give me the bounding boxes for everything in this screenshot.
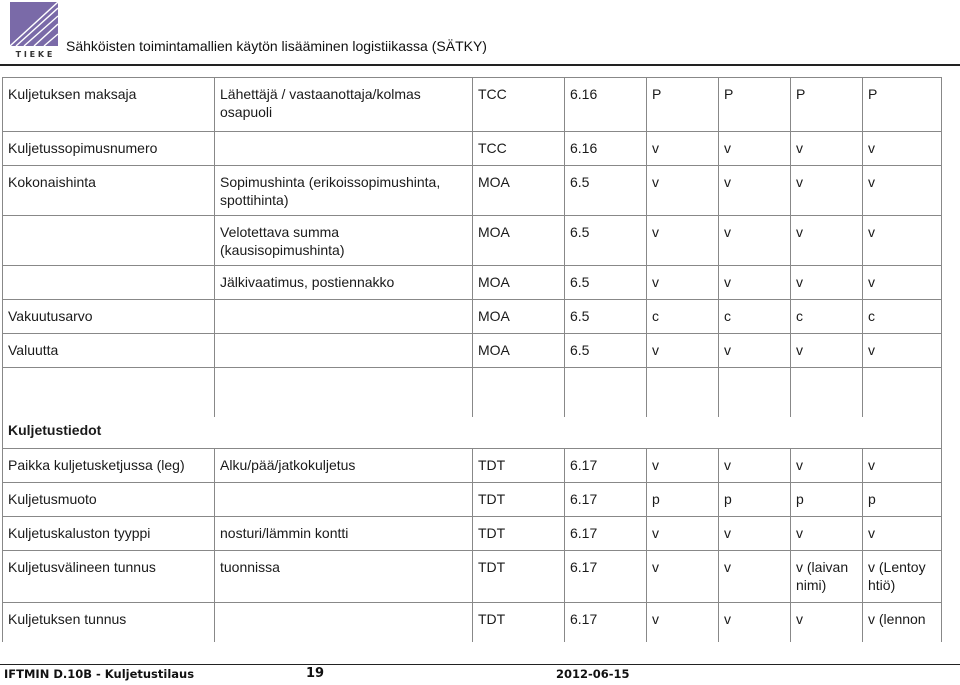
- cell-c8: p: [863, 483, 942, 517]
- cell-c7: v: [791, 449, 863, 483]
- cell-c1: Kuljetusvälineen tunnus: [3, 551, 215, 603]
- cell-c1: Paikka kuljetusketjussa (leg): [3, 449, 215, 483]
- cell-c5: v: [647, 166, 719, 216]
- cell-c4: 6.17: [565, 483, 647, 517]
- footer-page-number: 19: [306, 666, 325, 681]
- cell-c1: Kuljetuksen maksaja: [3, 78, 215, 132]
- cell-c1: Kuljetussopimusnumero: [3, 132, 215, 166]
- cell-c8: v: [863, 266, 942, 300]
- cell-c4: 6.17: [565, 551, 647, 603]
- cell-c5: v: [647, 334, 719, 368]
- cell-c6: v: [719, 132, 791, 166]
- cell-c2: Alku/pää/jatkokuljetus: [215, 449, 473, 483]
- cell-c2: [215, 483, 473, 517]
- cell-c2: [215, 300, 473, 334]
- cell-c6: v: [719, 166, 791, 216]
- cell-c3: TDT: [473, 603, 565, 643]
- cell-c2: Lähettäjä / vastaanottaja/kolmas osapuoli: [215, 78, 473, 132]
- cell-c7: P: [791, 78, 863, 132]
- cell-c5: v: [647, 517, 719, 551]
- cell-c1: Valuutta: [3, 334, 215, 368]
- table-row: [3, 551, 942, 603]
- cell-c5: v: [647, 266, 719, 300]
- cell-c4: 6.5: [565, 334, 647, 368]
- cell-c3: MOA: [473, 166, 565, 216]
- section-heading: Kuljetustiedot: [3, 417, 942, 449]
- cell-c4: 6.17: [565, 517, 647, 551]
- cell-c6: v: [719, 334, 791, 368]
- cell-c5: v: [647, 449, 719, 483]
- cell-c8: v: [863, 166, 942, 216]
- cell-c2: [215, 368, 473, 418]
- cell-c7: v: [791, 603, 863, 643]
- footer-document-name: IFTMIN D.10B - Kuljetustilaus: [4, 667, 195, 681]
- header-divider: [0, 64, 960, 66]
- cell-c8: v (lennon: [863, 603, 942, 643]
- cell-c3: MOA: [473, 334, 565, 368]
- cell-c3: TCC: [473, 132, 565, 166]
- cell-c3: TCC: [473, 78, 565, 132]
- cell-c3: MOA: [473, 216, 565, 266]
- cell-c6: P: [719, 78, 791, 132]
- cell-c4: [565, 368, 647, 418]
- cell-c6: p: [719, 483, 791, 517]
- cell-c7: v: [791, 166, 863, 216]
- cell-c8: P: [863, 78, 942, 132]
- cell-c2: [215, 334, 473, 368]
- cell-c1: Kuljetusmuoto: [3, 483, 215, 517]
- cell-c1: Kuljetuskaluston tyyppi: [3, 517, 215, 551]
- cell-c5: v: [647, 216, 719, 266]
- cell-c7: c: [791, 300, 863, 334]
- cell-c5: P: [647, 78, 719, 132]
- cell-c5: v: [647, 551, 719, 603]
- table-row: [3, 517, 942, 551]
- cell-c8: v: [863, 216, 942, 266]
- cell-c4: 6.5: [565, 166, 647, 216]
- cell-c4: 6.16: [565, 132, 647, 166]
- cell-c3: TDT: [473, 483, 565, 517]
- table-row: [3, 266, 942, 300]
- table-row: [3, 300, 942, 334]
- cell-c8: v: [863, 517, 942, 551]
- cell-c8: v: [863, 449, 942, 483]
- cell-c4: 6.5: [565, 216, 647, 266]
- cell-c8: c: [863, 300, 942, 334]
- cell-c3: MOA: [473, 266, 565, 300]
- footer-date: 2012-06-15: [556, 667, 630, 681]
- cell-c1: Vakuutusarvo: [3, 300, 215, 334]
- cell-c3: TDT: [473, 551, 565, 603]
- cell-c8: v: [863, 132, 942, 166]
- cell-c1: Kuljetuksen tunnus: [3, 603, 215, 643]
- footer-divider: [0, 664, 960, 665]
- cell-c4: 6.17: [565, 603, 647, 643]
- cell-c7: v (laivan nimi): [791, 551, 863, 603]
- cell-c1: [3, 368, 215, 418]
- table-row: [3, 483, 942, 517]
- table-row: [3, 334, 942, 368]
- cell-c6: v: [719, 603, 791, 643]
- cell-c7: [791, 368, 863, 418]
- cell-c7: v: [791, 216, 863, 266]
- cell-c7: v: [791, 334, 863, 368]
- table-row: [3, 449, 942, 483]
- cell-c5: v: [647, 603, 719, 643]
- cell-c1: Kokonaishinta: [3, 166, 215, 216]
- table-row: [3, 78, 942, 132]
- cell-c6: v: [719, 266, 791, 300]
- cell-c6: [719, 368, 791, 418]
- cell-c2: tuonnissa: [215, 551, 473, 603]
- document-title: Sähköisten toimintamallien käytön lisääminen logistiikassa (SÄTKY): [66, 38, 487, 54]
- cell-c2: Jälkivaatimus, postiennakko: [215, 266, 473, 300]
- cell-c3: TDT: [473, 517, 565, 551]
- cell-c5: v: [647, 132, 719, 166]
- table-row: [3, 216, 942, 266]
- cell-c5: p: [647, 483, 719, 517]
- tieke-logo: [10, 2, 58, 60]
- cell-c8: [863, 368, 942, 418]
- logo-wordmark: T I E K E: [15, 50, 53, 59]
- table-row: [3, 166, 942, 216]
- cell-c4: 6.5: [565, 300, 647, 334]
- cell-c5: c: [647, 300, 719, 334]
- message-spec-table: [2, 77, 942, 642]
- cell-c8: v (Lentoy htiö): [863, 551, 942, 603]
- cell-c7: v: [791, 266, 863, 300]
- cell-c2: nosturi/lämmin kontti: [215, 517, 473, 551]
- cell-c2: Sopimushinta (erikoissopimushinta, spottihinta): [215, 166, 473, 216]
- cell-c4: 6.17: [565, 449, 647, 483]
- cell-c6: v: [719, 449, 791, 483]
- cell-c3: MOA: [473, 300, 565, 334]
- cell-c7: v: [791, 132, 863, 166]
- tieke-logo-graphic: [10, 2, 58, 60]
- cell-c3: TDT: [473, 449, 565, 483]
- cell-c2: Velotettava summa (kausisopimushinta): [215, 216, 473, 266]
- cell-c3: [473, 368, 565, 418]
- cell-c2: [215, 603, 473, 643]
- cell-c6: v: [719, 517, 791, 551]
- table-row: [3, 368, 942, 418]
- cell-c6: v: [719, 216, 791, 266]
- section-row: [3, 417, 942, 449]
- cell-c4: 6.16: [565, 78, 647, 132]
- cell-c6: v: [719, 551, 791, 603]
- cell-c6: c: [719, 300, 791, 334]
- cell-c2: [215, 132, 473, 166]
- cell-c5: [647, 368, 719, 418]
- cell-c7: v: [791, 517, 863, 551]
- cell-c4: 6.5: [565, 266, 647, 300]
- cell-c7: p: [791, 483, 863, 517]
- cell-c1: [3, 266, 215, 300]
- table-row: [3, 603, 942, 643]
- cell-c1: [3, 216, 215, 266]
- table-row: [3, 132, 942, 166]
- cell-c8: v: [863, 334, 942, 368]
